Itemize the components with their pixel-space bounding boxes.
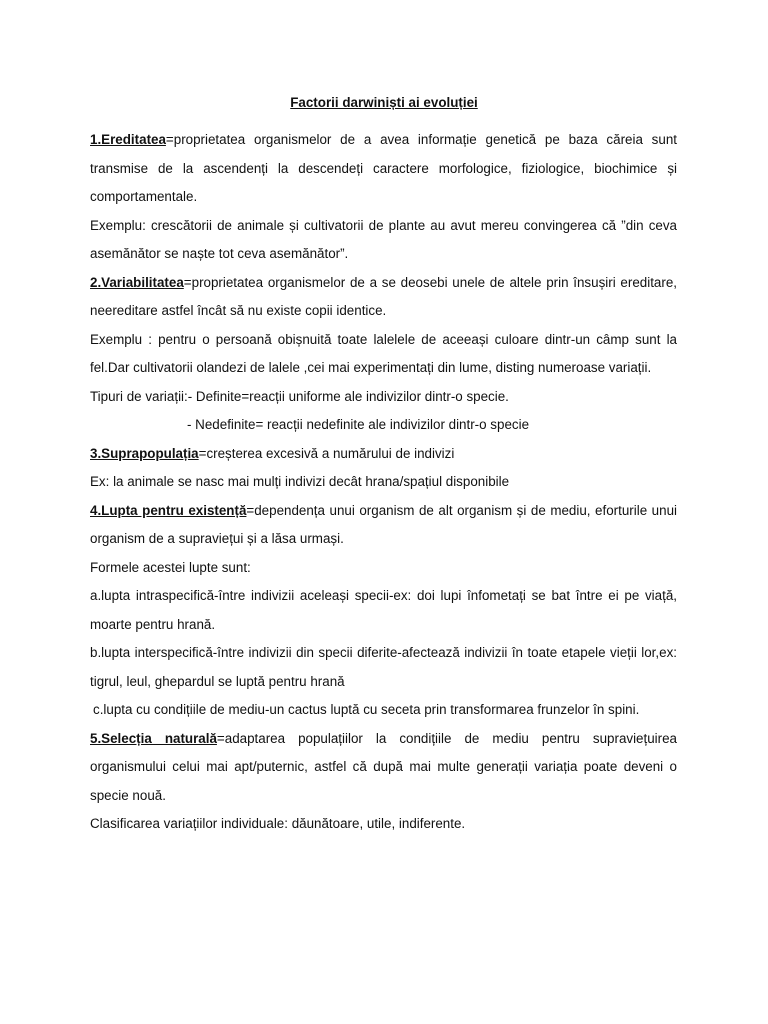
forms-intro: Formele acestei lupte sunt: — [90, 559, 251, 575]
term-lupta: 4.Lupta pentru existență — [90, 502, 247, 518]
term-variabilitatea: 2.Variabilitatea — [90, 274, 184, 290]
term-ereditatea: 1.Ereditatea — [90, 132, 166, 147]
document-title: Factorii darwiniști ai evoluției — [290, 95, 478, 110]
definition-selectia: =adaptarea populațiilor la condițiile de mediu pentru supraviețuirea organismului celui mai apt/puternic, astfel că după mai multe generații variația poate deveni o specie nouă. — [90, 730, 678, 803]
document-body — [90, 126, 677, 839]
definition-lupta: =dependența unui organism de alt organism și de mediu, eforturile unui organism de a supraviețui și a lăsa urmași. — [90, 502, 677, 546]
paragraph-lupta — [90, 497, 677, 554]
classification-line: Clasificarea variațiilor individuale: dăunătoare, utile, indiferente. — [90, 816, 466, 831]
definition-suprapopulatia: =creșterea excesivă a numărului de indivizi — [198, 445, 455, 461]
variation-types-line-1: Tipuri de variații:- Definite=reacții uniforme ale indivizilor dintr-o specie. — [90, 388, 509, 404]
term-suprapopulatia: 3.Suprapopulația — [90, 445, 199, 461]
term-selectia: 5.Selecția naturală — [90, 730, 217, 746]
paragraph-variabilitatea — [90, 269, 677, 326]
example-ereditatea: Exemplu: crescătorii de animale și cultivatorii de plante au avut mereu convingerea că ”din ceva asemănător se naște tot ceva asemănător”. — [90, 217, 677, 261]
form-a: a.lupta intraspecifică-între indivizii aceleași specii-ex: doi lupi înfometați se bat între ei pe viață, moarte pentru hrană. — [90, 588, 677, 632]
definition-variabilitatea: =proprietatea organismelor de a se deosebi unele de altele prin însușiri ereditare, neereditare astfel încât să nu existe copii identice. — [90, 274, 677, 318]
example-variabilitatea: Exemplu : pentru o persoană obișnuită toate lalelele de aceeași culoare dintr-un câmp sunt la fel.Dar cultivatorii olandezi de lalele ,cei mai experimentați din lume, disting numeroase variații. — [90, 331, 677, 375]
paragraph-ereditatea — [90, 126, 677, 212]
paragraph-suprapopulatia — [90, 440, 677, 469]
variation-types-line-2: - Nedefinite= reacții nedefinite ale indivizilor dintr-o specie — [187, 417, 530, 432]
paragraph-selectia — [90, 725, 677, 811]
form-b: b.lupta interspecifică-între indivizii din specii diferite-afectează indivizii în toate etapele vieții lor,ex: tigrul, leul, ghepardul se luptă pentru hrană — [90, 645, 677, 689]
definition-ereditatea: =proprietatea organismelor de a avea informație genetică pe baza căreia sunt transmise de la ascendenți la descendeți caractere morfologice, fiziologice, biochimice și comportamentale. — [90, 132, 677, 204]
form-c: c.lupta cu condițiile de mediu-un cactus luptă cu seceta prin transformarea frunzelor în spini. — [93, 702, 640, 717]
example-suprapopulatia: Ex: la animale se nasc mai mulți indivizi decât hrana/spațiul disponibile — [90, 474, 510, 489]
